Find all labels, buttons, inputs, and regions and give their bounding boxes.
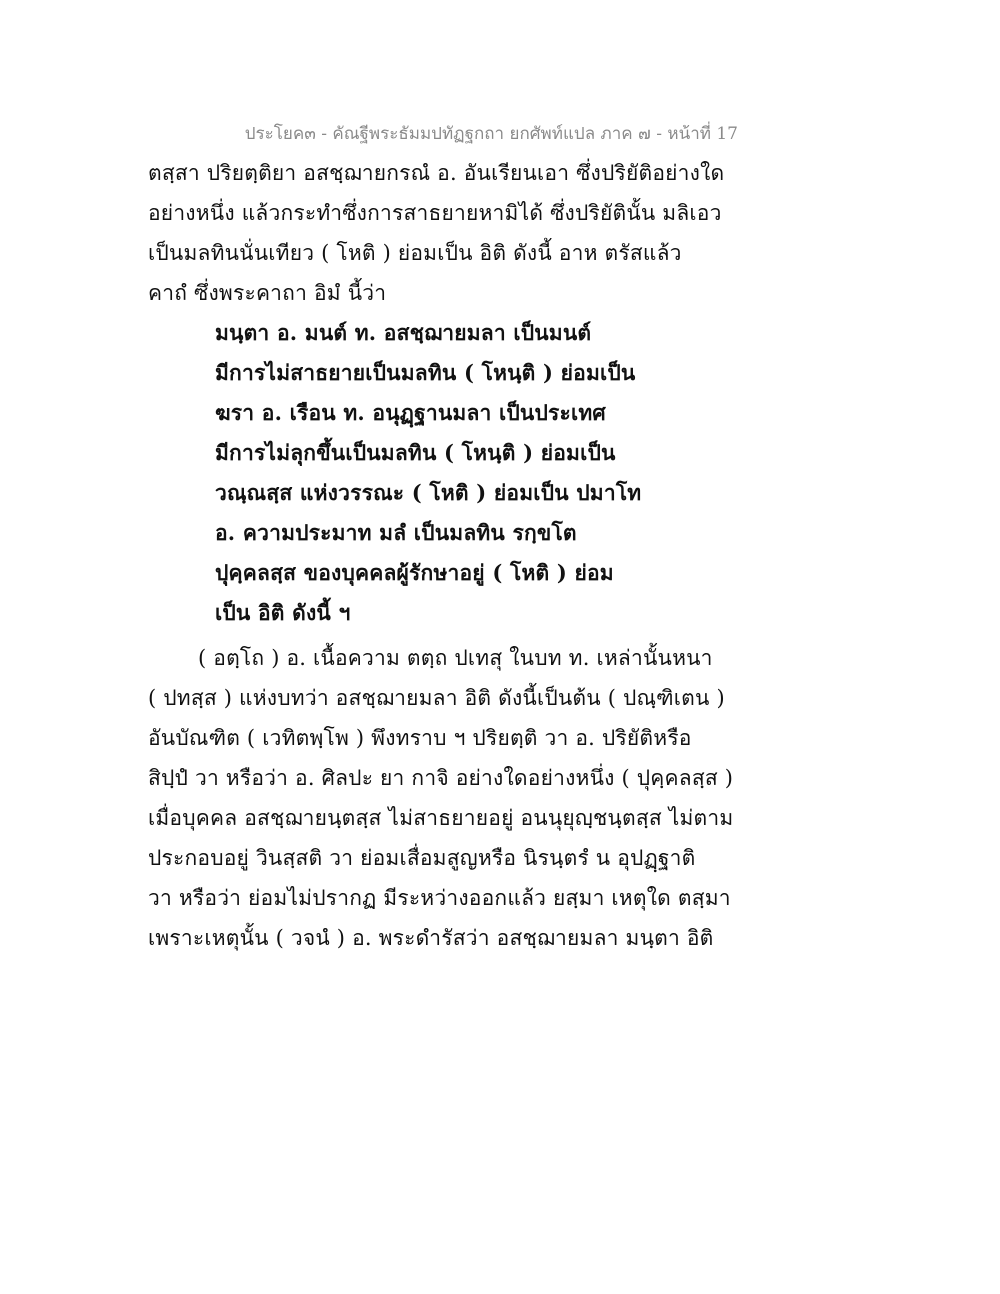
verse-line-7: ปุคฺคลสฺส ของบุคคลผู้รักษาอยู่ ( โหติ ) ย่อม	[215, 560, 614, 585]
verse-line-6: อ. ความประมาท มลํ เป็นมลทิน รกฺขโต	[215, 520, 577, 545]
paragraph2-line-3: อันบัณฑิต ( เวทิตพฺโพ ) พึงทราบ ฯ ปริยตฺติ วา อ. ปริยัติหรือ	[148, 726, 692, 750]
verse-line-3: ฆรา อ. เรือน ท. อนุฏฺฐานมลา เป็นประเทศ	[215, 400, 606, 425]
paragraph2-line-6: ประกอบอยู่ วินสฺสติ วา ย่อมเสื่อมสูญหรือ นิรนฺตรํ น อุปฏฺฐาติ	[148, 846, 696, 870]
paragraph2-line-2: ( ปทสฺส ) แห่งบทว่า อสชฺฌายมลา อิติ ดังนี้เป็นต้น ( ปณฺฑิเตน )	[148, 686, 725, 710]
verse-line-8: เป็น อิติ ดังนี้ ฯ	[215, 600, 351, 625]
verse-line-5: วณฺณสฺส แห่งวรรณะ ( โหติ ) ย่อมเป็น ปมาโท	[215, 480, 642, 505]
verse-line-1: มนฺตา อ. มนต์ ท. อสชฺฌายมลา เป็นมนต์	[215, 320, 592, 345]
paragraph1-line-1: ตสฺสา ปริยตฺติยา อสชฺฌายกรณํ อ. อันเรียนเอา ซึ่งปริยัติอย่างใด	[148, 161, 725, 185]
paragraph1-line-4: คาถํ ซึ่งพระคาถา อิมํ นี้ว่า	[148, 281, 387, 305]
paragraph2-line-7: วา หรือว่า ย่อมไม่ปรากฏ มีระหว่างออกแล้ว ยสฺมา เหตุใด ตสฺมา	[148, 886, 731, 910]
paragraph1-line-3: เป็นมลทินนั่นเทียว ( โหติ ) ย่อมเป็น อิติ ดังนี้ อาห ตรัสแล้ว	[148, 241, 682, 265]
paragraph2-line-5: เมื่อบุคคล อสชฺฌายนฺตสฺส ไม่สาธยายอยู่ อนนุยุญฺชนฺตสฺส ไม่ตาม	[148, 806, 734, 830]
paragraph1-line-2: อย่างหนึ่ง แล้วกระทำซึ่งการสาธยายหามิได้ ซึ่งปริยัตินั้น มลิเอว	[148, 201, 722, 225]
verse-line-2: มีการไม่สาธยายเป็นมลทิน ( โหนฺติ ) ย่อมเป็น	[215, 360, 636, 385]
paragraph2-line-8: เพราะเหตุนั้น ( วจนํ ) อ. พระดำรัสว่า อสชฺฌายมลา มนฺตา อิติ	[148, 926, 714, 950]
paragraph2-line-1: ( อตฺโถ ) อ. เนื้อความ ตตฺถ ปเทสุ ในบท ท. เหล่านั้นหนา	[198, 646, 713, 670]
paragraph2-line-4: สิปฺปํ วา หรือว่า อ. ศิลปะ ยา กาจิ อย่างใดอย่างหนึ่ง ( ปุคฺคลสฺส )	[148, 766, 734, 790]
verse-line-4: มีการไม่ลุกขึ้นเป็นมลทิน ( โหนฺติ ) ย่อมเป็น	[215, 440, 616, 465]
page-header: ประโยค๓ - คัณฐีพระธัมมปทัฏฐกถา ยกศัพท์แปล ภาค ๗ - หน้าที่ 17	[244, 124, 738, 144]
